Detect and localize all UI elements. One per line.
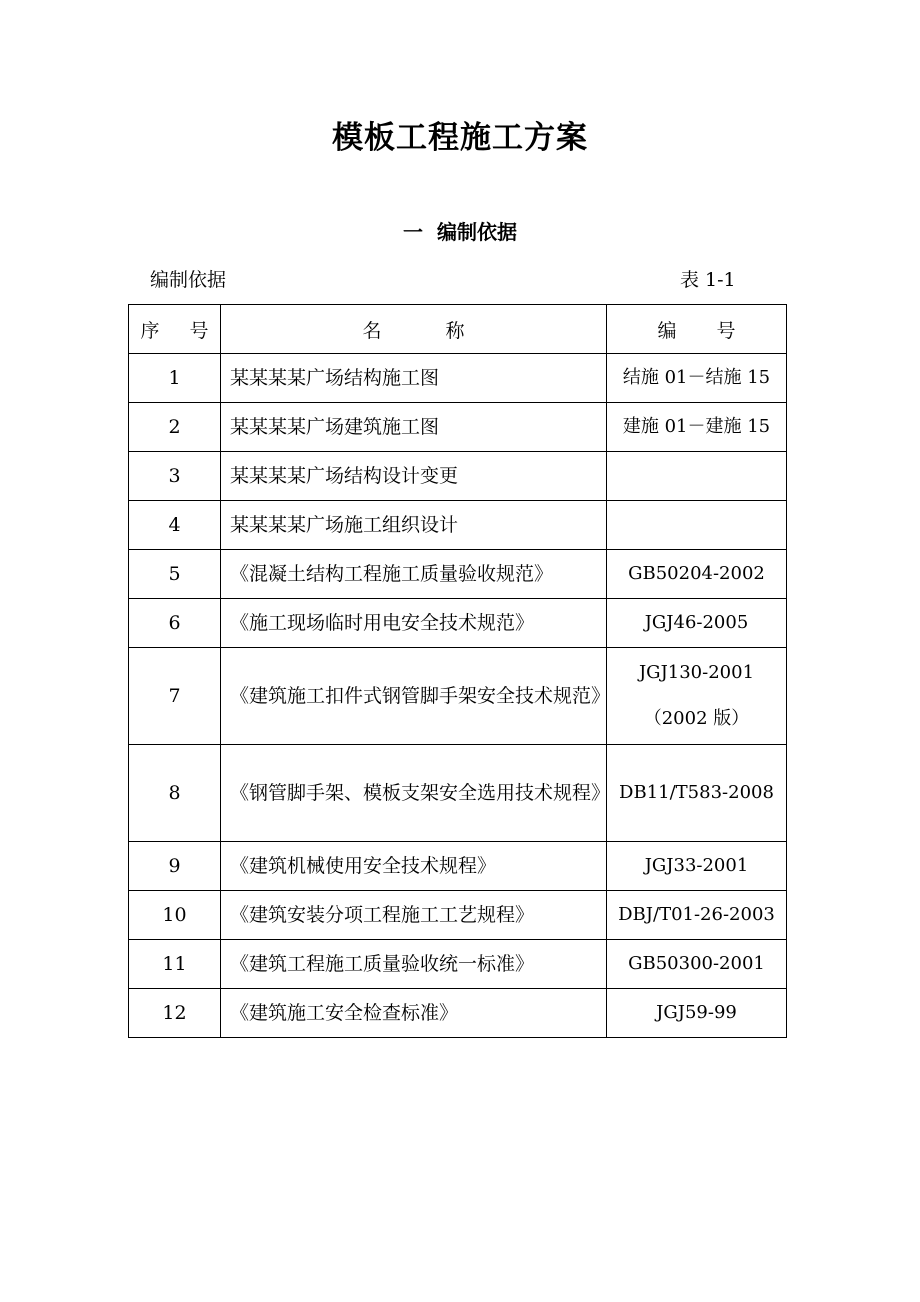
header-code-b: 号 — [716, 319, 736, 342]
table-row — [129, 745, 787, 842]
row-name: 《建筑安装分项工程施工工艺规程》 — [221, 891, 607, 940]
row-name: 某某某某广场结构施工图 — [221, 354, 607, 403]
row-number: 9 — [129, 842, 221, 891]
table-row — [129, 501, 787, 550]
table-row — [129, 842, 787, 891]
section-heading — [0, 214, 920, 250]
row-number: 7 — [129, 648, 221, 745]
row-code: 结施 01－结施 15 — [607, 354, 787, 403]
row-number: 12 — [129, 989, 221, 1038]
table-row — [129, 940, 787, 989]
row-code: GB50300-2001 — [607, 940, 787, 989]
row-code: JGJ33-2001 — [607, 842, 787, 891]
row-name: 《混凝土结构工程施工质量验收规范》 — [221, 550, 607, 599]
row-code: DB11/T583-2008 — [607, 745, 787, 842]
header-code — [607, 305, 787, 354]
header-serial-b: 号 — [189, 319, 209, 342]
basis-table — [128, 304, 787, 1038]
row-code-line2: （2002 版） — [643, 708, 750, 729]
row-number: 1 — [129, 354, 221, 403]
table-row — [129, 452, 787, 501]
row-name: 某某某某广场建筑施工图 — [221, 403, 607, 452]
row-number: 6 — [129, 599, 221, 648]
row-number: 3 — [129, 452, 221, 501]
row-name: 《建筑工程施工质量验收统一标准》 — [221, 940, 607, 989]
row-name: 某某某某广场施工组织设计 — [221, 501, 607, 550]
row-code: JGJ59-99 — [607, 989, 787, 1038]
document-title: 模板工程施工方案 — [332, 120, 588, 156]
header-code-a: 编 — [657, 319, 677, 342]
header-name-a: 名 — [362, 319, 382, 342]
section-number: 一 — [403, 220, 423, 244]
row-name: 《施工现场临时用电安全技术规范》 — [221, 599, 607, 648]
row-code — [607, 452, 787, 501]
row-name: 《建筑机械使用安全技术规程》 — [221, 842, 607, 891]
row-number: 4 — [129, 501, 221, 550]
row-name: 某某某某广场结构设计变更 — [221, 452, 607, 501]
table-row — [129, 403, 787, 452]
header-name-b: 称 — [445, 319, 465, 342]
row-code — [607, 648, 787, 745]
row-name: 《钢管脚手架、模板支架安全选用技术规程》 — [221, 745, 607, 842]
section-title: 编制依据 — [437, 220, 517, 244]
row-code: JGJ46-2005 — [607, 599, 787, 648]
table-header-row — [129, 305, 787, 354]
row-number: 2 — [129, 403, 221, 452]
row-code: 建施 01－建施 15 — [607, 403, 787, 452]
row-number: 10 — [129, 891, 221, 940]
header-serial-a: 序 — [140, 319, 160, 342]
table-number: 表 1-1 — [680, 269, 736, 291]
row-code — [607, 501, 787, 550]
table-row — [129, 891, 787, 940]
table-row — [129, 648, 787, 745]
table-row — [129, 354, 787, 403]
table-row — [129, 550, 787, 599]
table-row — [129, 989, 787, 1038]
row-code-line1: JGJ130-2001 — [638, 662, 755, 683]
header-name — [221, 305, 607, 354]
row-name: 《建筑施工安全检查标准》 — [221, 989, 607, 1038]
table-caption: 编制依据 — [150, 269, 227, 291]
row-code: GB50204-2002 — [607, 550, 787, 599]
row-number: 11 — [129, 940, 221, 989]
row-name: 《建筑施工扣件式钢管脚手架安全技术规范》 — [221, 648, 607, 745]
row-number: 8 — [129, 745, 221, 842]
header-serial — [129, 305, 221, 354]
row-code: DBJ/T01-26-2003 — [607, 891, 787, 940]
row-number: 5 — [129, 550, 221, 599]
table-row — [129, 599, 787, 648]
